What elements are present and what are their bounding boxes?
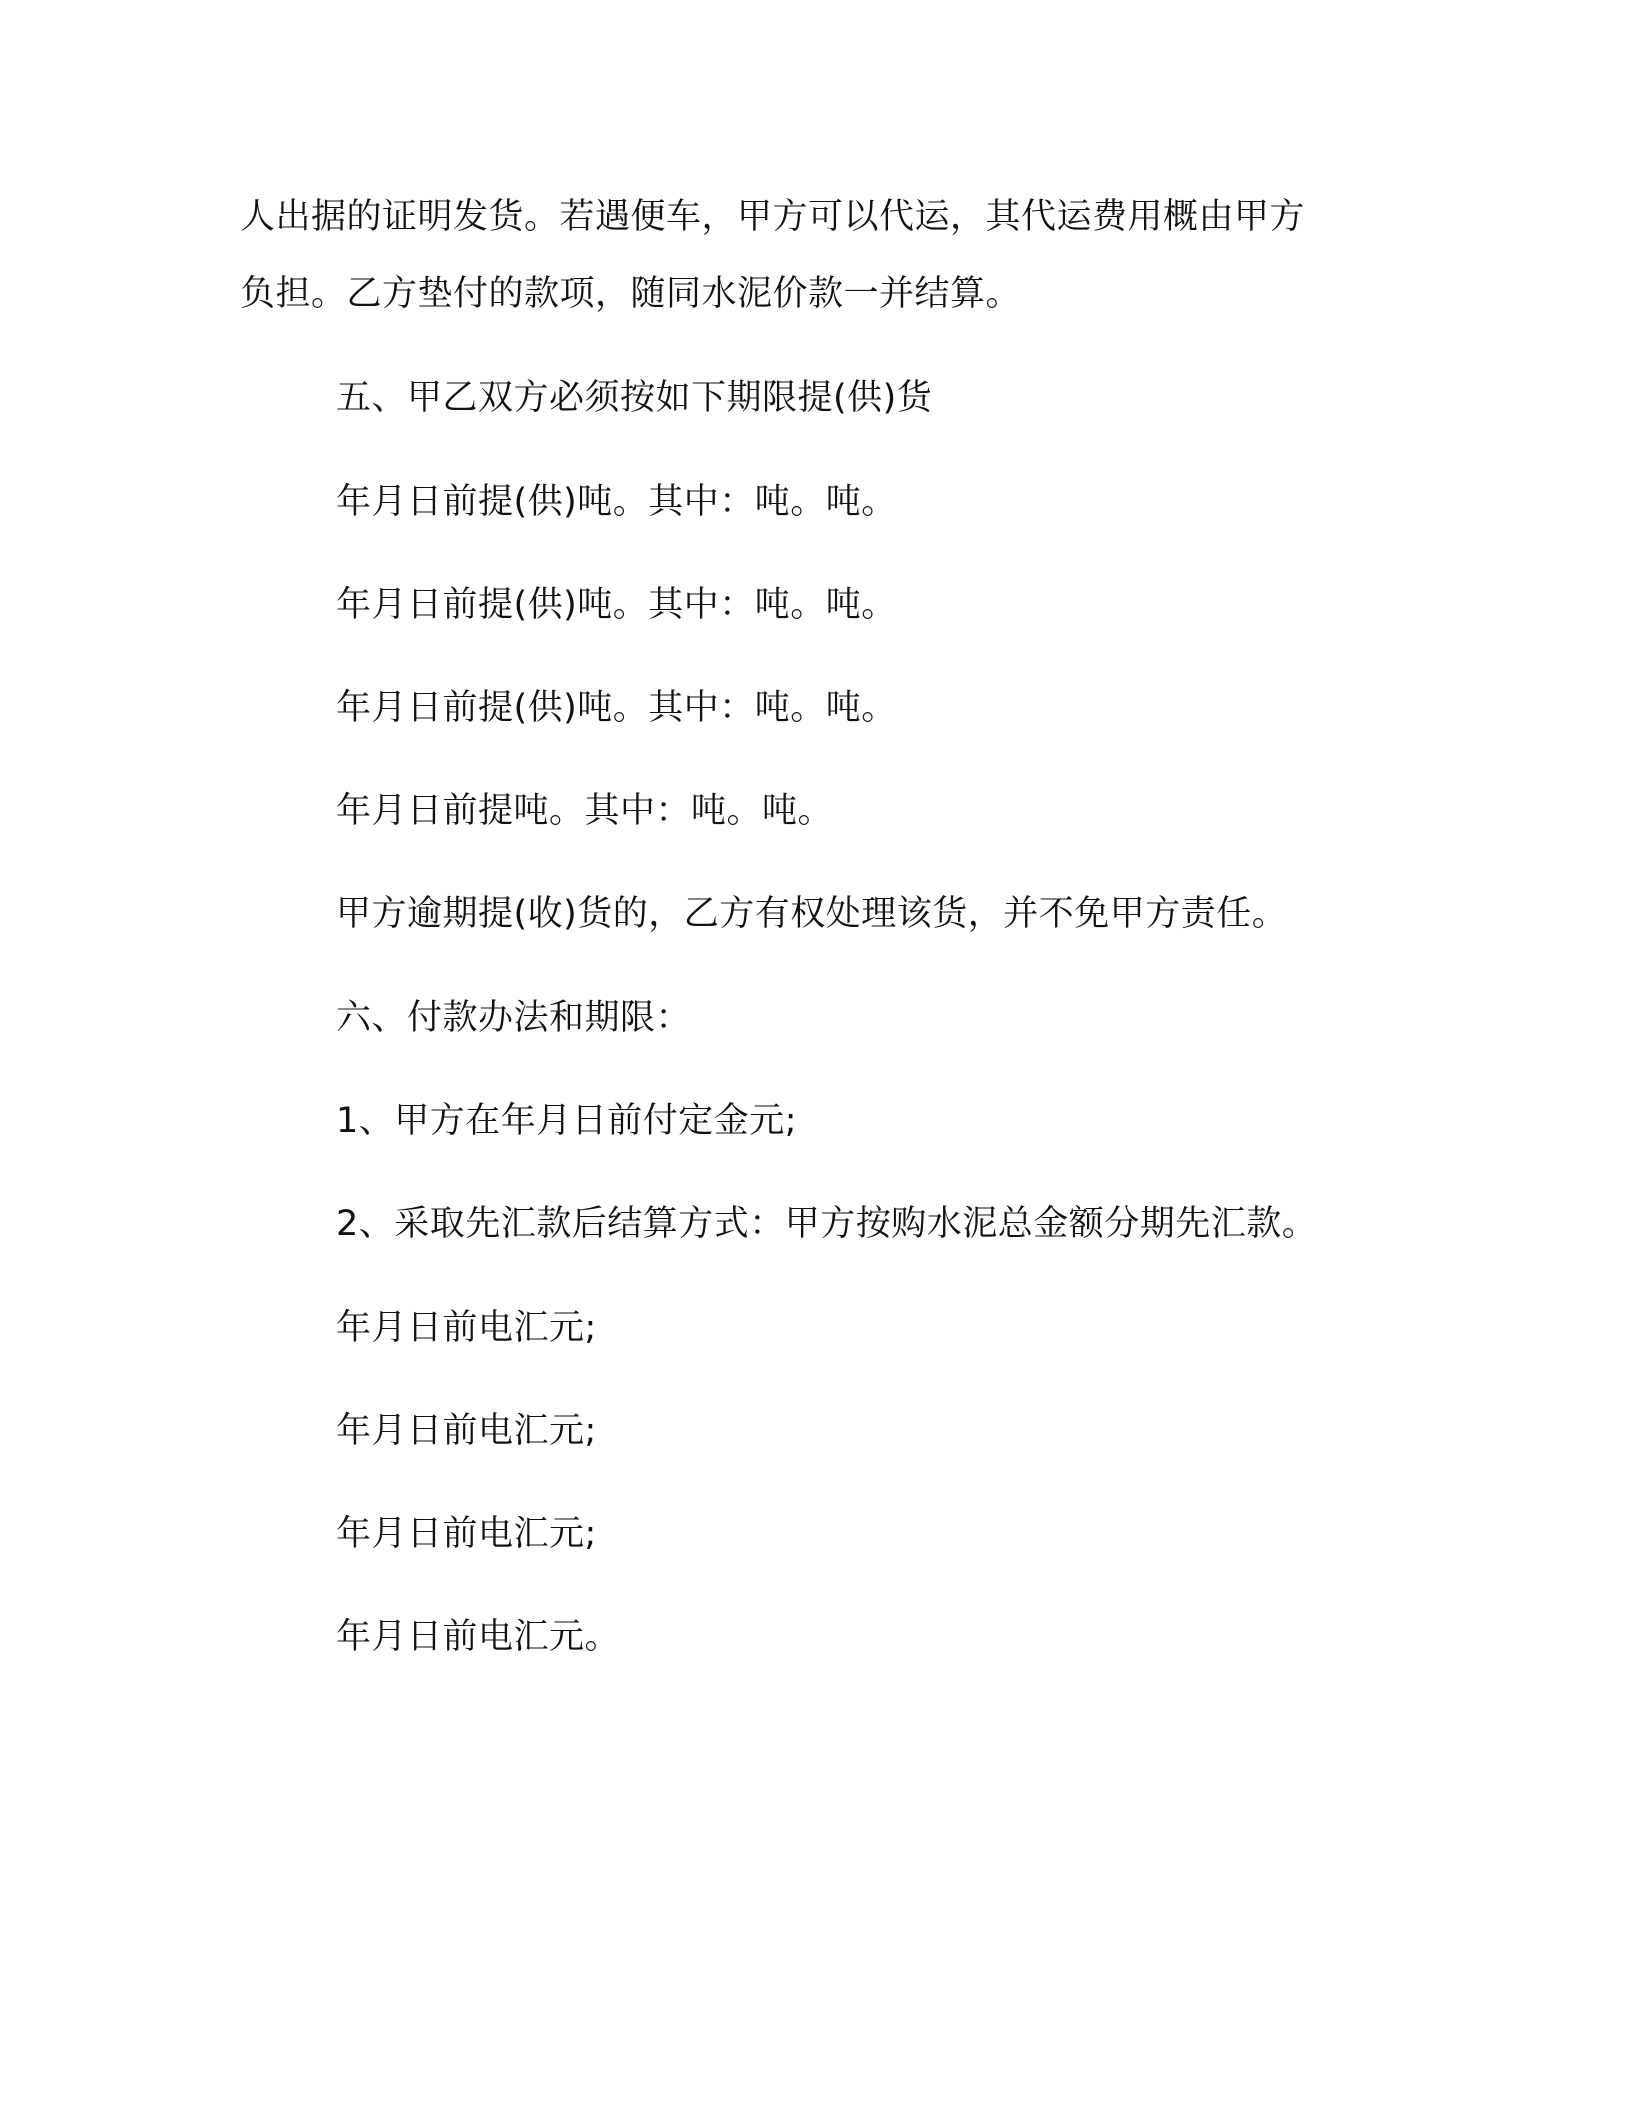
remittance-line: 年月日前电汇元; <box>336 1411 597 1451</box>
delivery-schedule-line: 年月日前提(供)吨。其中：吨。吨。 <box>336 482 897 522</box>
remittance-line: 年月日前电汇元; <box>336 1514 597 1554</box>
paragraph-line: 甲方逾期提(收)货的，乙方有权处理该货，并不免甲方责任。 <box>336 894 1288 934</box>
remittance-line: 年月日前电汇元。 <box>336 1617 621 1657</box>
paragraph-line: 负担。乙方垫付的款项，随同水泥价款一并结算。 <box>240 274 1022 314</box>
remittance-line: 年月日前电汇元; <box>336 1308 597 1348</box>
payment-clause: 2、采取先汇款后结算方式：甲方按购水泥总金额分期先汇款。 <box>336 1204 1318 1244</box>
delivery-schedule-line: 年月日前提(供)吨。其中：吨。吨。 <box>336 585 897 625</box>
delivery-schedule-line: 年月日前提吨。其中：吨。吨。 <box>336 791 834 831</box>
paragraph-line: 人出据的证明发货。若遇便车，甲方可以代运，其代运费用概由甲方 <box>240 197 1306 237</box>
section-heading-five: 五、甲乙双方必须按如下期限提(供)货 <box>336 378 933 418</box>
payment-clause: 1、甲方在年月日前付定金元; <box>336 1101 798 1141</box>
section-heading-six: 六、付款办法和期限： <box>336 998 692 1038</box>
delivery-schedule-line: 年月日前提(供)吨。其中：吨。吨。 <box>336 688 897 728</box>
